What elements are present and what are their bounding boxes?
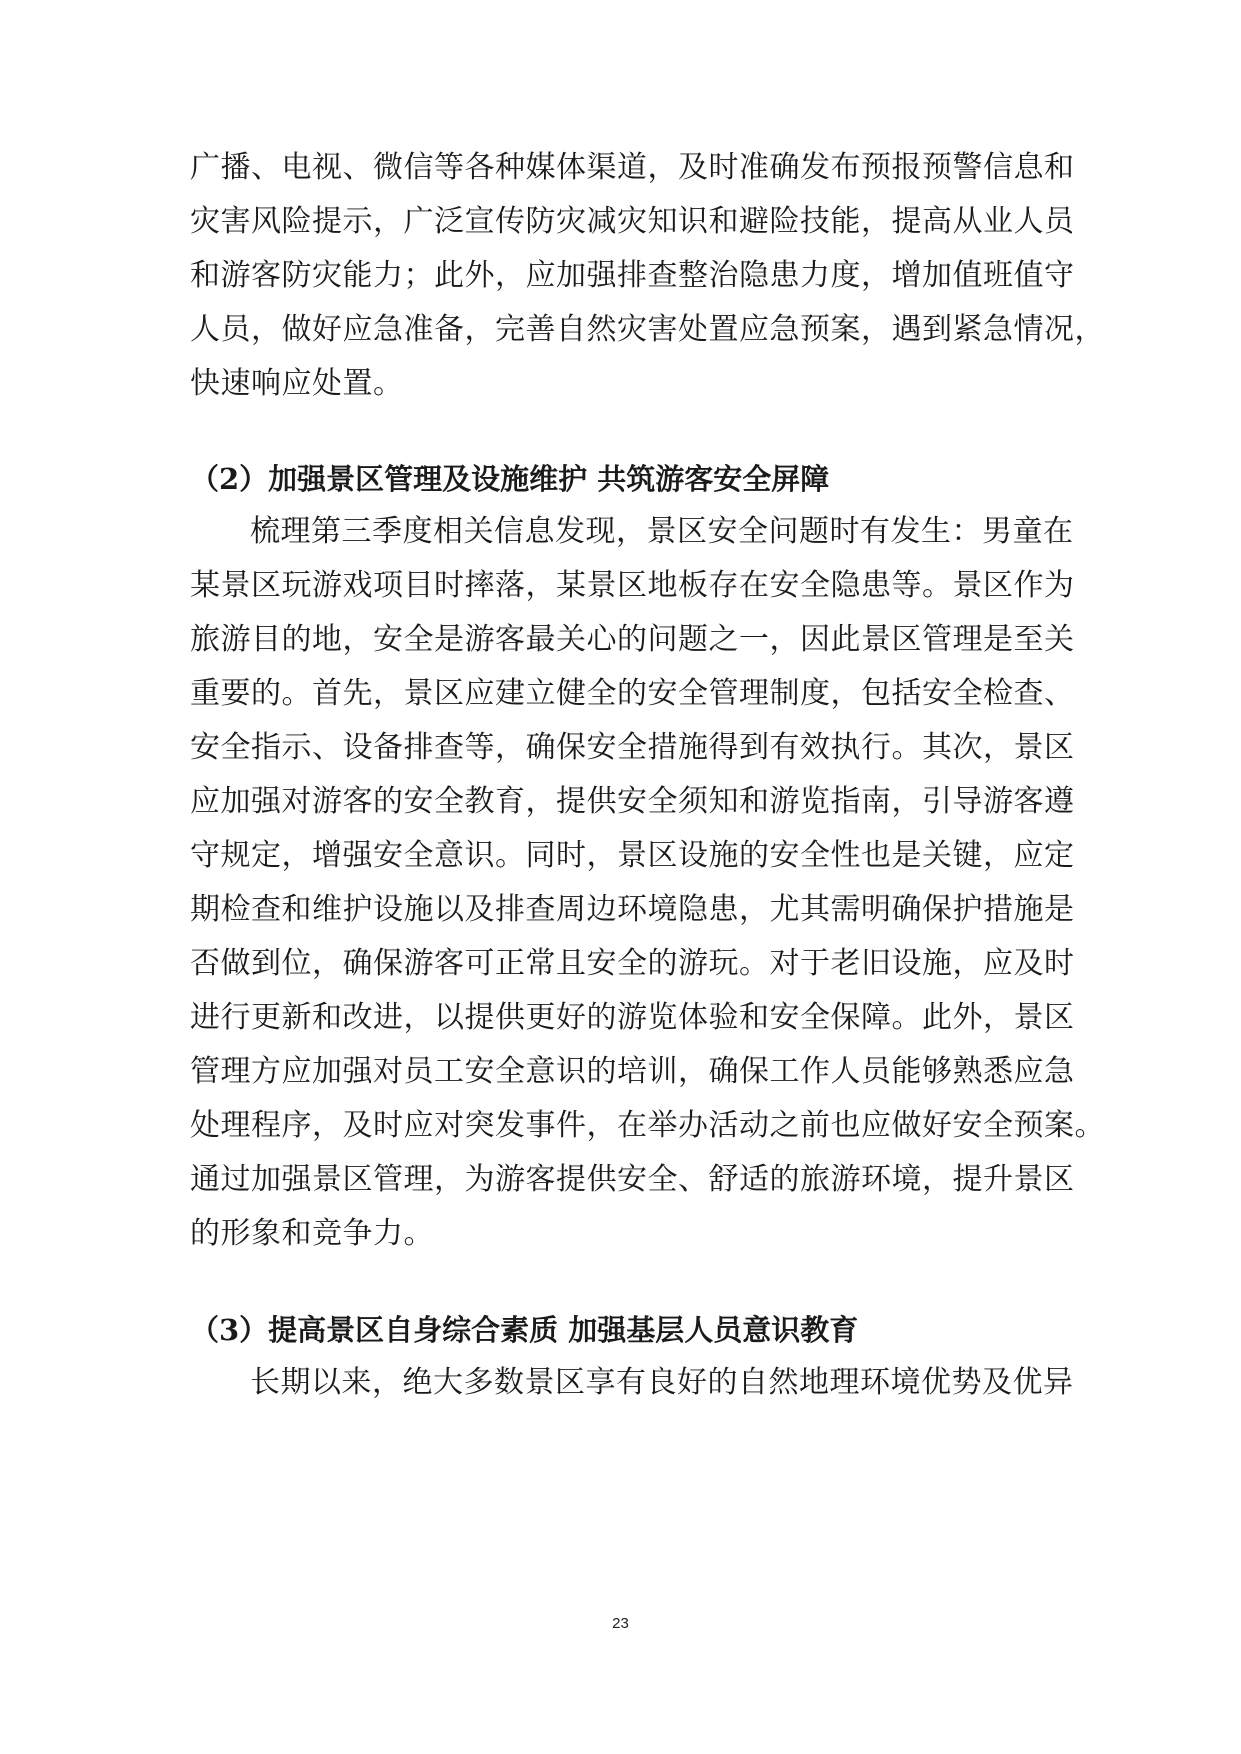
paragraph-line: 通过加强景区管理，为游客提供安全、舒适的旅游环境，提升景区 [190, 1162, 1075, 1197]
paragraph-line: 长期以来，绝大多数景区享有良好的自然地理环境优势及优异 [250, 1365, 1074, 1400]
page-number: 23 [612, 1615, 629, 1632]
paragraph-line: 期检查和维护设施以及排查周边环境隐患，尤其需明确保护措施是 [190, 892, 1075, 927]
paragraph-line: 安全指示、设备排查等，确保安全措施得到有效执行。其次，景区 [190, 730, 1075, 765]
paragraph-line: 快速响应处置。 [190, 366, 404, 401]
paragraph-line: 管理方应加强对员工安全意识的培训，确保工作人员能够熟悉应急 [190, 1054, 1075, 1089]
paragraph-line: 进行更新和改进，以提供更好的游览体验和安全保障。此外，景区 [190, 1000, 1075, 1035]
paragraph-line: 灾害风险提示，广泛宣传防灾减灾知识和避险技能，提高从业人员 [190, 204, 1075, 239]
paragraph-line: 广播、电视、微信等各种媒体渠道，及时准确发布预报预警信息和 [190, 150, 1075, 185]
paragraph-line: 人员，做好应急准备，完善自然灾害处置应急预案，遇到紧急情况， [190, 312, 1105, 347]
paragraph-line: 的形象和竞争力。 [190, 1216, 434, 1251]
section-heading: （2）加强景区管理及设施维护 共筑游客安全屏障 [190, 462, 830, 496]
paragraph-line: 旅游目的地，安全是游客最关心的问题之一，因此景区管理是至关 [190, 622, 1075, 657]
paragraph-line: 守规定，增强安全意识。同时，景区设施的安全性也是关键，应定 [190, 838, 1075, 873]
section-heading: （3）提高景区自身综合素质 加强基层人员意识教育 [190, 1313, 859, 1347]
paragraph-line: 某景区玩游戏项目时摔落，某景区地板存在安全隐患等。景区作为 [190, 568, 1075, 603]
paragraph-line: 否做到位，确保游客可正常且安全的游玩。对于老旧设施，应及时 [190, 946, 1075, 981]
paragraph-line: 应加强对游客的安全教育，提供安全须知和游览指南，引导游客遵 [190, 784, 1075, 819]
paragraph-line: 重要的。首先，景区应建立健全的安全管理制度，包括安全检查、 [190, 676, 1075, 711]
paragraph-line: 和游客防灾能力；此外，应加强排查整治隐患力度，增加值班值守 [190, 258, 1075, 293]
paragraph-line: 梳理第三季度相关信息发现，景区安全问题时有发生：男童在 [250, 514, 1074, 549]
paragraph-line: 处理程序，及时应对突发事件，在举办活动之前也应做好安全预案。 [190, 1108, 1105, 1143]
